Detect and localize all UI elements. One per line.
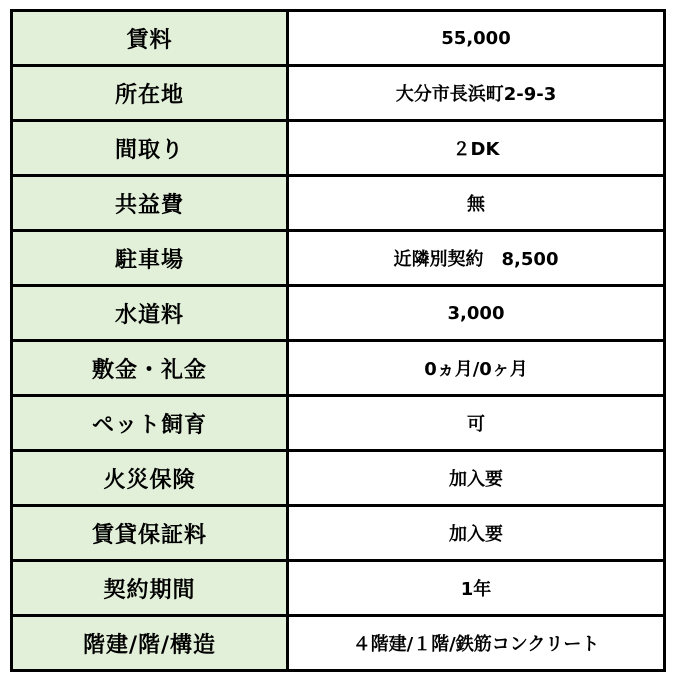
label-floor-plan: 間取り <box>12 121 288 176</box>
label-building-structure: 階建/階/構造 <box>12 616 288 671</box>
table-row-parking <box>12 231 665 286</box>
label-address: 所在地 <box>12 66 288 121</box>
label-deposit-key-money: 敷金・礼金 <box>12 341 288 396</box>
label-rent: 賃料 <box>12 11 288 66</box>
value-address: 大分市長浜町2-9-3 <box>288 66 665 121</box>
table-row-common-fee <box>12 176 665 231</box>
value-fire-insurance: 加入要 <box>288 451 665 506</box>
label-fire-insurance: 火災保険 <box>12 451 288 506</box>
value-contract-period: 1年 <box>288 561 665 616</box>
label-parking: 駐車場 <box>12 231 288 286</box>
value-pets: 可 <box>288 396 665 451</box>
value-floor-plan: ２DK <box>288 121 665 176</box>
table-row-rent <box>12 11 665 66</box>
label-rent-guarantee: 賃貸保証料 <box>12 506 288 561</box>
table-row-floor-plan <box>12 121 665 176</box>
value-building-structure: ４階建/１階/鉄筋コンクリート <box>288 616 665 671</box>
value-water-fee: 3,000 <box>288 286 665 341</box>
table-row-rent-guarantee <box>12 506 665 561</box>
label-common-fee: 共益費 <box>12 176 288 231</box>
table-row-contract-period <box>12 561 665 616</box>
value-rent-guarantee: 加入要 <box>288 506 665 561</box>
table-row-water-fee <box>12 286 665 341</box>
value-deposit-key-money: 0ヵ月/0ヶ月 <box>288 341 665 396</box>
value-parking: 近隣別契約 8,500 <box>288 231 665 286</box>
label-water-fee: 水道料 <box>12 286 288 341</box>
property-info-sheet <box>10 9 666 667</box>
label-pets: ペット飼育 <box>12 396 288 451</box>
table-row-fire-insurance <box>12 451 665 506</box>
table-row-pets <box>12 396 665 451</box>
value-rent: 55,000 <box>288 11 665 66</box>
table-row-deposit-key-money <box>12 341 665 396</box>
property-info-table <box>10 9 666 672</box>
label-contract-period: 契約期間 <box>12 561 288 616</box>
table-row-address <box>12 66 665 121</box>
value-common-fee: 無 <box>288 176 665 231</box>
table-row-building-structure <box>12 616 665 671</box>
